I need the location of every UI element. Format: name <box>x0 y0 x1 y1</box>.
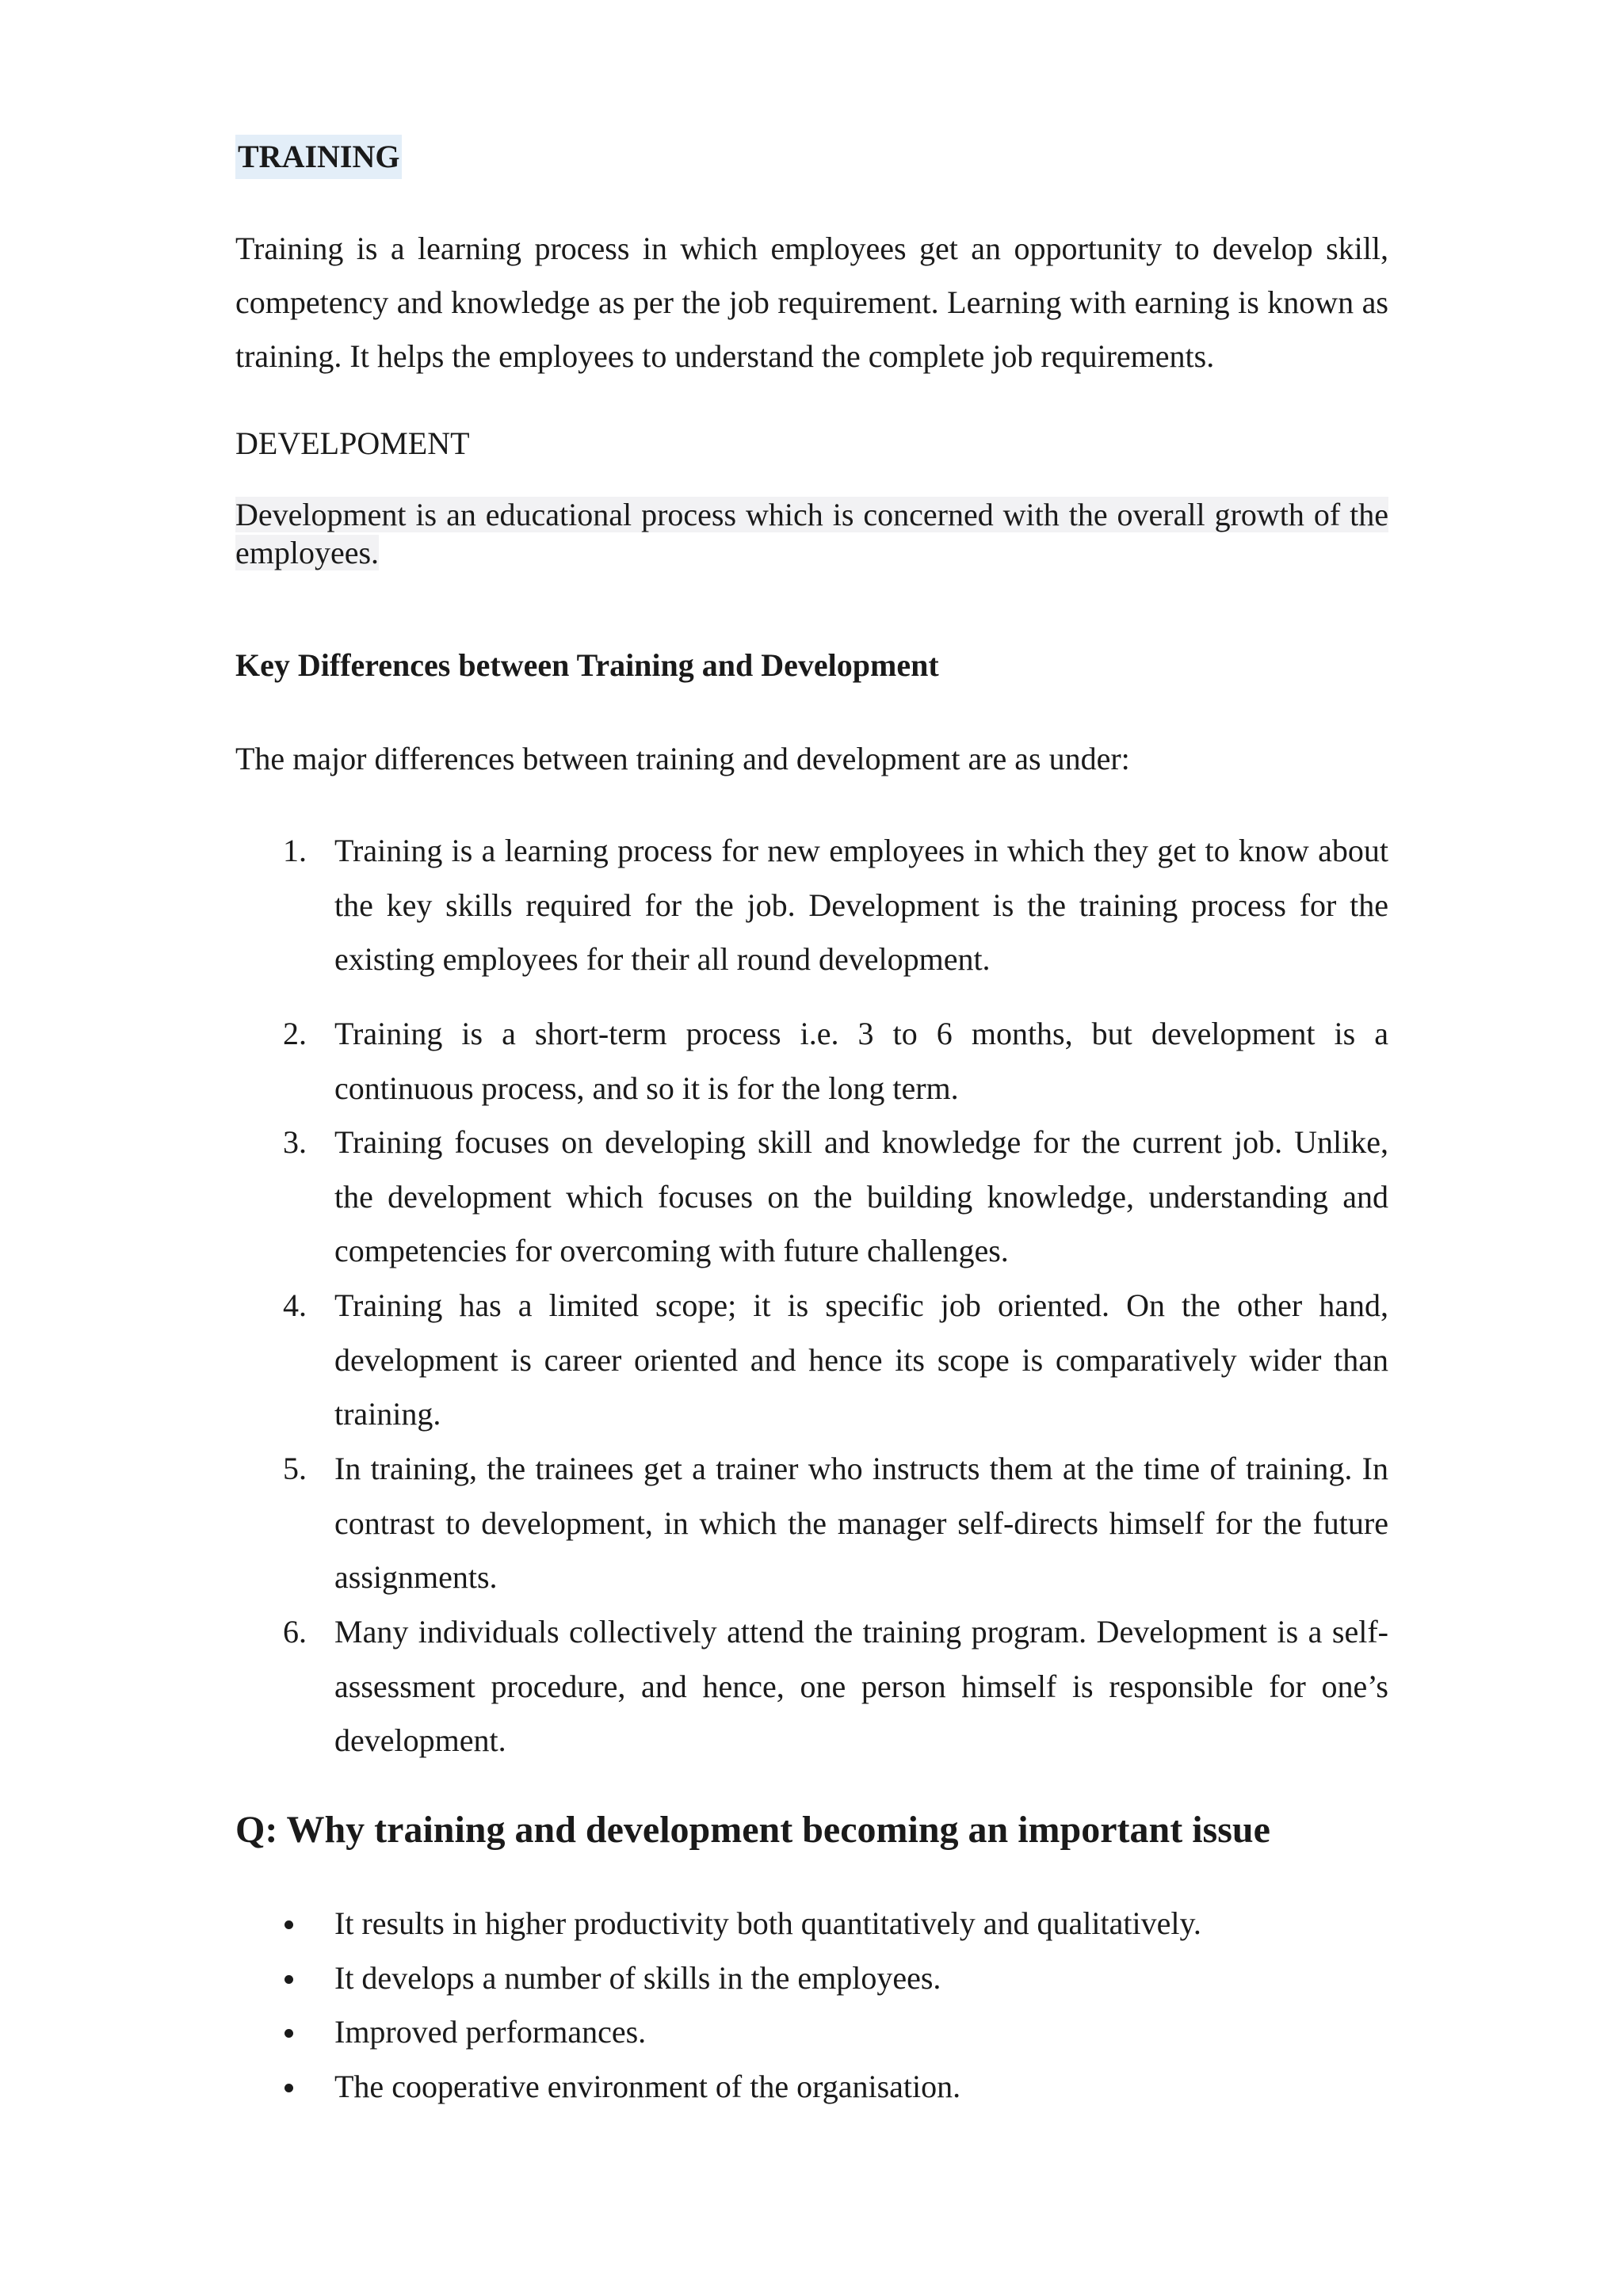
list-item-text: Training focuses on developing skill and knowledge for the current job. Unlike, the development which focuses on the building knowledge, understanding and competencies for overcoming with future challenges. <box>334 1124 1388 1268</box>
bullet-icon <box>285 2084 293 2092</box>
list-item-number: 2. <box>283 1016 307 1051</box>
list-item <box>235 2060 1388 2115</box>
importance-bullet-list <box>235 1897 1388 2114</box>
bullet-icon <box>285 2029 293 2038</box>
list-item <box>235 1007 1388 1116</box>
bullet-icon <box>285 1975 293 1984</box>
list-item-number: 1. <box>283 833 307 868</box>
list-item-text: Training has a limited scope; it is specific job oriented. On the other hand, development is career oriented and hence its scope is comparatively wider than training. <box>334 1287 1388 1432</box>
training-paragraph: Training is a learning process in which employees get an opportunity to develop skill, competency and knowledge as per the job requirement. Learning with earning is known as training. It helps the employees to understand the complete job requirements. <box>235 231 1388 374</box>
list-item-text: Training is a short-term process i.e. 3 to 6 months, but development is a continuous process, and so it is for the long term. <box>334 1016 1388 1106</box>
list-item-number: 5. <box>283 1451 307 1486</box>
list-item <box>235 1897 1388 1951</box>
list-item <box>235 1279 1388 1442</box>
list-item-text: It develops a number of skills in the employees. <box>334 1959 941 1996</box>
list-item-text: Many individuals collectively attend the training program. Development is a self-assessment procedure, and hence, one person himself is responsible for one’s development. <box>334 1614 1388 1758</box>
list-item-text: Training is a learning process for new employees in which they get to know about the key skills required for the job. Development is the training process for the existing employees for their all round development. <box>334 833 1388 977</box>
list-item-number: 6. <box>283 1614 307 1650</box>
list-item <box>235 1605 1388 1768</box>
bullet-icon <box>285 1920 293 1929</box>
list-item-number: 3. <box>283 1124 307 1160</box>
list-item-text: Improved performances. <box>334 2014 647 2050</box>
development-heading: DEVELPOMENT <box>235 425 470 461</box>
list-item <box>235 2005 1388 2060</box>
list-item <box>235 1951 1388 2006</box>
list-item-text: It results in higher productivity both quantitatively and qualitatively. <box>334 1905 1201 1941</box>
list-item-text: In training, the trainees get a trainer who instructs them at the time of training. In contrast to development, in which the manager self-directs himself for the future assignments. <box>334 1451 1388 1595</box>
list-item-number: 4. <box>283 1287 307 1323</box>
list-item-text: The cooperative environment of the organisation. <box>334 2068 961 2104</box>
training-heading: TRAINING <box>235 135 402 179</box>
differences-intro: The major differences between training and development are as under: <box>235 741 1130 776</box>
key-differences-heading: Key Differences between Training and Development <box>235 647 939 683</box>
question-heading: Q: Why training and development becoming an important issue <box>235 1809 1270 1851</box>
development-paragraph <box>235 496 1388 572</box>
list-item <box>235 1116 1388 1279</box>
list-item <box>235 1442 1388 1605</box>
list-item <box>235 824 1388 987</box>
development-text: Development is an educational process which is concerned with the overall growth of the employees. <box>235 497 1388 570</box>
